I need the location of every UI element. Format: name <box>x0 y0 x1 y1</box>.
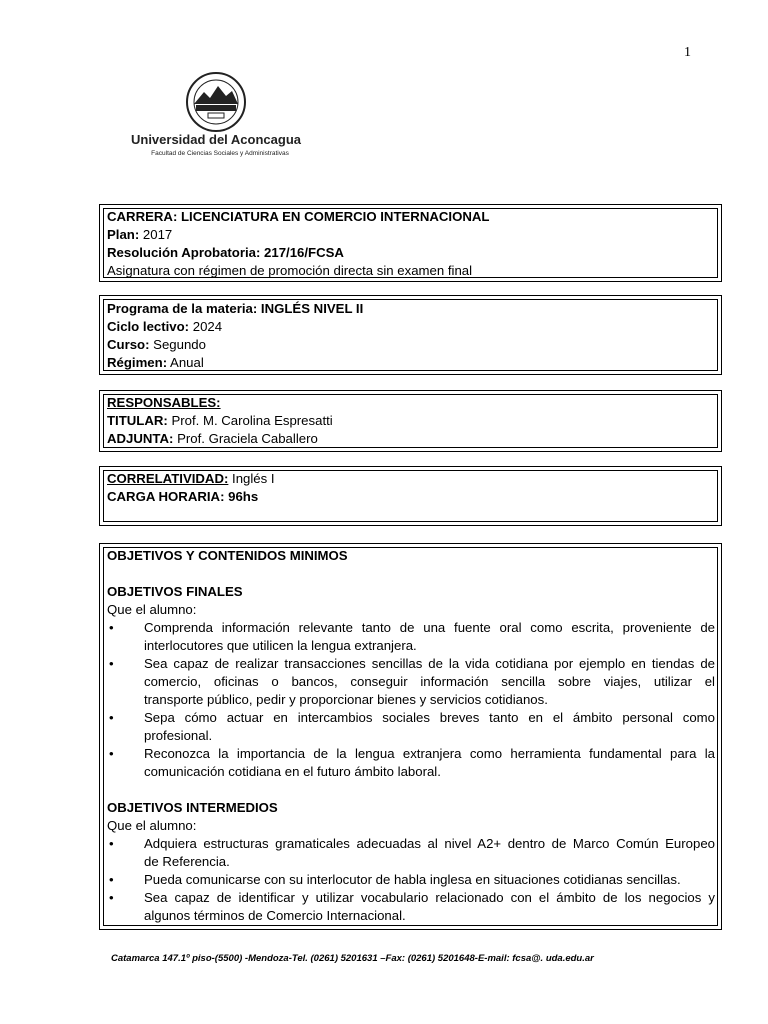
intermedios-intro: Que el alumno: <box>107 818 197 833</box>
correlatividad-label: CORRELATIVIDAD: <box>107 471 229 486</box>
list-item-line: Adquiera estructuras gramaticales adecuadas al nivel A2+ dentro de Marco Común Europeo <box>144 836 715 851</box>
curso-value: Segundo <box>149 337 206 352</box>
logo-faculty: Facultad de Ciencias Sociales y Administrativas <box>151 150 289 157</box>
bullet-icon: • <box>109 890 114 905</box>
intermedios-list <box>107 835 715 925</box>
finales-heading: OBJETIVOS FINALES <box>107 584 243 599</box>
list-item <box>107 709 715 745</box>
titular-value: Prof. M. Carolina Espresatti <box>167 413 333 428</box>
regimen-value: Anual <box>167 355 204 370</box>
finales-list <box>107 619 715 781</box>
carga-horaria: CARGA HORARIA: 96hs <box>107 489 259 504</box>
curso-label: Curso: <box>107 337 150 352</box>
programa-title: Programa de la materia: INGLÉS NIVEL II <box>107 301 364 316</box>
carrera-title: CARRERA: LICENCIATURA EN COMERCIO INTERNACIONAL <box>107 209 490 224</box>
adjunta-label: ADJUNTA: <box>107 431 174 446</box>
intermedios-heading: OBJETIVOS INTERMEDIOS <box>107 800 278 815</box>
list-item-line: de Referencia. <box>144 854 230 869</box>
regimen-label: Régimen: <box>107 355 168 370</box>
bullet-icon: • <box>109 710 114 725</box>
correlatividad-box <box>99 466 722 526</box>
responsables-title: RESPONSABLES: <box>107 395 221 410</box>
asignatura: Asignatura con régimen de promoción directa sin examen final <box>107 263 473 278</box>
list-item <box>107 655 715 709</box>
list-item <box>107 871 715 889</box>
list-item-line: Pueda comunicarse con su interlocutor de habla inglesa en situaciones cotidianas sencillas. <box>144 872 681 887</box>
ciclo-label: Ciclo lectivo: <box>107 319 190 334</box>
logo-name: Universidad del Aconcagua <box>130 132 302 147</box>
list-item <box>107 745 715 781</box>
bullet-icon: • <box>109 746 114 761</box>
page-number: 1 <box>684 45 691 60</box>
list-item <box>107 889 715 925</box>
plan-value: 2017 <box>139 227 173 242</box>
list-item-line: Sea capaz de realizar transacciones sencillas de la vida cotidiana por ejemplo en tiendas de <box>144 656 715 671</box>
list-item-line: comercio, oficinas o bancos, conseguir información sencilla sobre viajes, utilizar el <box>144 674 715 689</box>
list-item-line: Reconozca la importancia de la lengua extranjera como herramienta fundamental para la <box>144 746 715 761</box>
carrera-box <box>99 204 722 282</box>
bullet-icon: • <box>109 836 114 851</box>
objetivos-heading: OBJETIVOS Y CONTENIDOS MINIMOS <box>107 548 348 563</box>
ciclo-value: 2024 <box>189 319 223 334</box>
list-item-line: profesional. <box>144 728 213 743</box>
bullet-icon: • <box>109 872 114 887</box>
list-item-line: transporte público, pedir y proporcionar bienes y servicios cotidianos. <box>144 692 548 707</box>
plan-label: Plan: <box>107 227 140 242</box>
footer-address: Catamarca 147.1º piso-(5500) -Mendoza-Tel. (0261) 5201631 –Fax: (0261) 5201648-E-mail: fcsa@. uda.edu.ar <box>111 953 594 964</box>
list-item <box>107 619 715 655</box>
programa-box <box>99 295 722 375</box>
university-seal-icon <box>108 72 338 164</box>
list-item <box>107 835 715 871</box>
responsables-box <box>99 390 722 452</box>
adjunta-value: Prof. Graciela Caballero <box>173 431 318 446</box>
list-item-line: comunicación cotidiana en el futuro ámbito laboral. <box>144 764 441 779</box>
objetivos-box <box>99 543 722 930</box>
list-item-line: Comprenda información relevante tanto de una fuente oral como escrita, proveniente de <box>144 620 715 635</box>
list-item-line: Sea capaz de identificar y utilizar vocabulario relacionado con el ámbito de los negocios y <box>144 890 715 905</box>
bullet-icon: • <box>109 620 114 635</box>
titular-label: TITULAR: <box>107 413 168 428</box>
finales-intro: Que el alumno: <box>107 602 197 617</box>
bullet-icon: • <box>109 656 114 671</box>
resolucion: Resolución Aprobatoria: 217/16/FCSA <box>107 245 344 260</box>
list-item-line: algunos términos de Comercio Internacional. <box>144 908 406 923</box>
university-logo <box>108 72 338 164</box>
list-item-line: interlocutores que utilicen la lengua extranjera. <box>144 638 417 653</box>
list-item-line: Sepa cómo actuar en intercambios sociales breves tanto en el ámbito personal como <box>144 710 715 725</box>
correlatividad-value: Inglés I <box>228 471 275 486</box>
